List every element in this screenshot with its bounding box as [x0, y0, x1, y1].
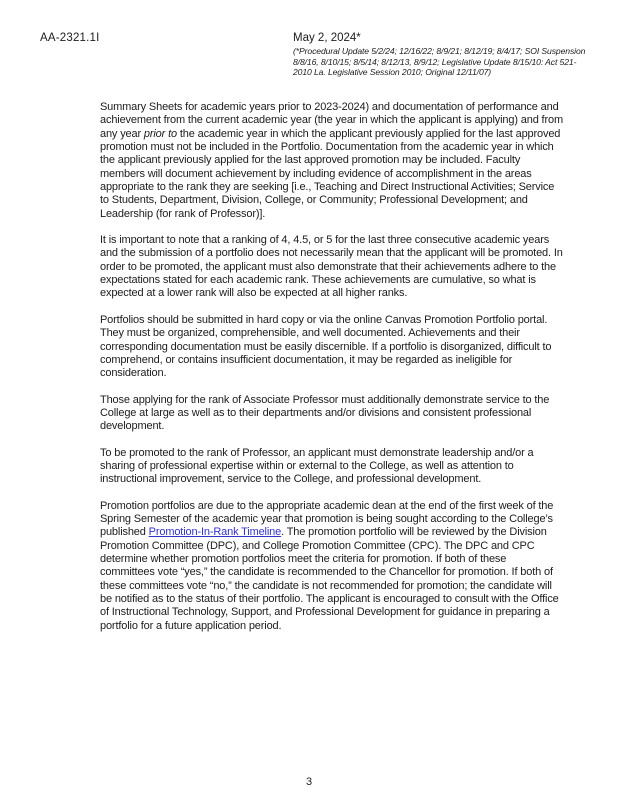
paragraph-1-italic-phrase: prior to [143, 127, 177, 140]
paragraph-summary-sheets [100, 101, 563, 221]
paragraph-professor-rank: To be promoted to the rank of Professor, an applicant must demonstrate leadership and/or a sharing of professional expertise within or external to the College, as well as attention to instructional improvement, service to the College, and professional development. [100, 446, 534, 486]
paragraph-6-text-start: Promotion portfolios are due to the appropriate academic dean at the end of the first week of the Spring Semester of the academic year that promotion is being sought according to the College’s published [100, 499, 554, 539]
document-number: AA-2321.1I [40, 32, 100, 44]
paragraph-1-text-start: Summary Sheets for academic years prior to 2023-2024) and documentation of performance and achievement from the current academic year (the year in which the applicant is applying) and from any year [100, 101, 563, 140]
document-body [100, 101, 563, 646]
paragraph-portfolio-submission: Portfolios should be submitted in hard copy or via the online Canvas Promotion Portfolio portal. They must be organized, comprehensible, and well documented. Achievements and their corresponding documentation must be easily discernible. If a portfolio is disorganized, difficult to comprehend, or contains insufficient documentation, it may be regarded as ineligible for consideration. [100, 313, 552, 380]
promotion-in-rank-timeline-link[interactable]: Promotion-In-Rank Timeline [148, 526, 282, 539]
revision-history: (*Procedural Update 5/2/24; 12/16/22; 8/9/21; 8/12/19; 8/4/17; SOI Suspension 8/8/16, 8/10/15; 8/5/14; 8/12/13, 8/9/12; Legislative Update 8/15/10: Act 521-2010 La. Legislative Session 2010; Original 12/11/07) [293, 46, 586, 78]
page-number: 3 [305, 776, 313, 788]
paragraph-associate-professor: Those applying for the rank of Associate Professor must additionally demonstrate service to the College at large as well as to their departments and/or divisions and consistent professional development. [100, 393, 550, 433]
paragraph-1-text-end: the academic year in which the applicant previously applied for the last approved promotion must not be included in the Portfolio. Documentation from the academic year in which the applicant previously applied for the last approved promotion may be included. Faculty members will document achievement by including evidence of accomplishment in the areas appropriate to the rank they are seeking [i.e., Teaching and Direct Instructional Activities; Service to Students, Department, Division, College, or Community; Professional Development; and Leadership (for rank of Professor)]. [100, 127, 561, 220]
header-date-block [293, 32, 589, 78]
document-date: May 2, 2024* [293, 32, 361, 44]
paragraph-6-text-end: . The promotion portfolio will be reviewed by the Division Promotion Committee (DPC), and College Promotion Committee (CPC). The DPC and CPC determine whether promotion portfolios meet the criteria for promotion. If both of these committees vote “yes,” the candidate is recommended to the Chancellor for promotion. If both of these committees vote “no,” the candidate is not recommended for promotion; the candidate will be notified as to the status of their portfolio. The applicant is encouraged to consult with the Office of Instructional Technology, Support, and Professional Development for guidance in preparing a portfolio for a future application period. [100, 526, 559, 632]
paragraph-ranking-note: It is important to note that a ranking of 4, 4.5, or 5 for the last three consecutive academic years and the submission of a portfolio does not necessarily mean that the applicant will be promoted. In order to be promoted, the applicant must also demonstrate that their achievements adhere to the expectations stated for each academic rank. These achievements are cumulative, so what is expected at a lower rank will also be expected at all higher ranks. [100, 234, 563, 300]
paragraph-promotion-deadlines [100, 500, 563, 633]
